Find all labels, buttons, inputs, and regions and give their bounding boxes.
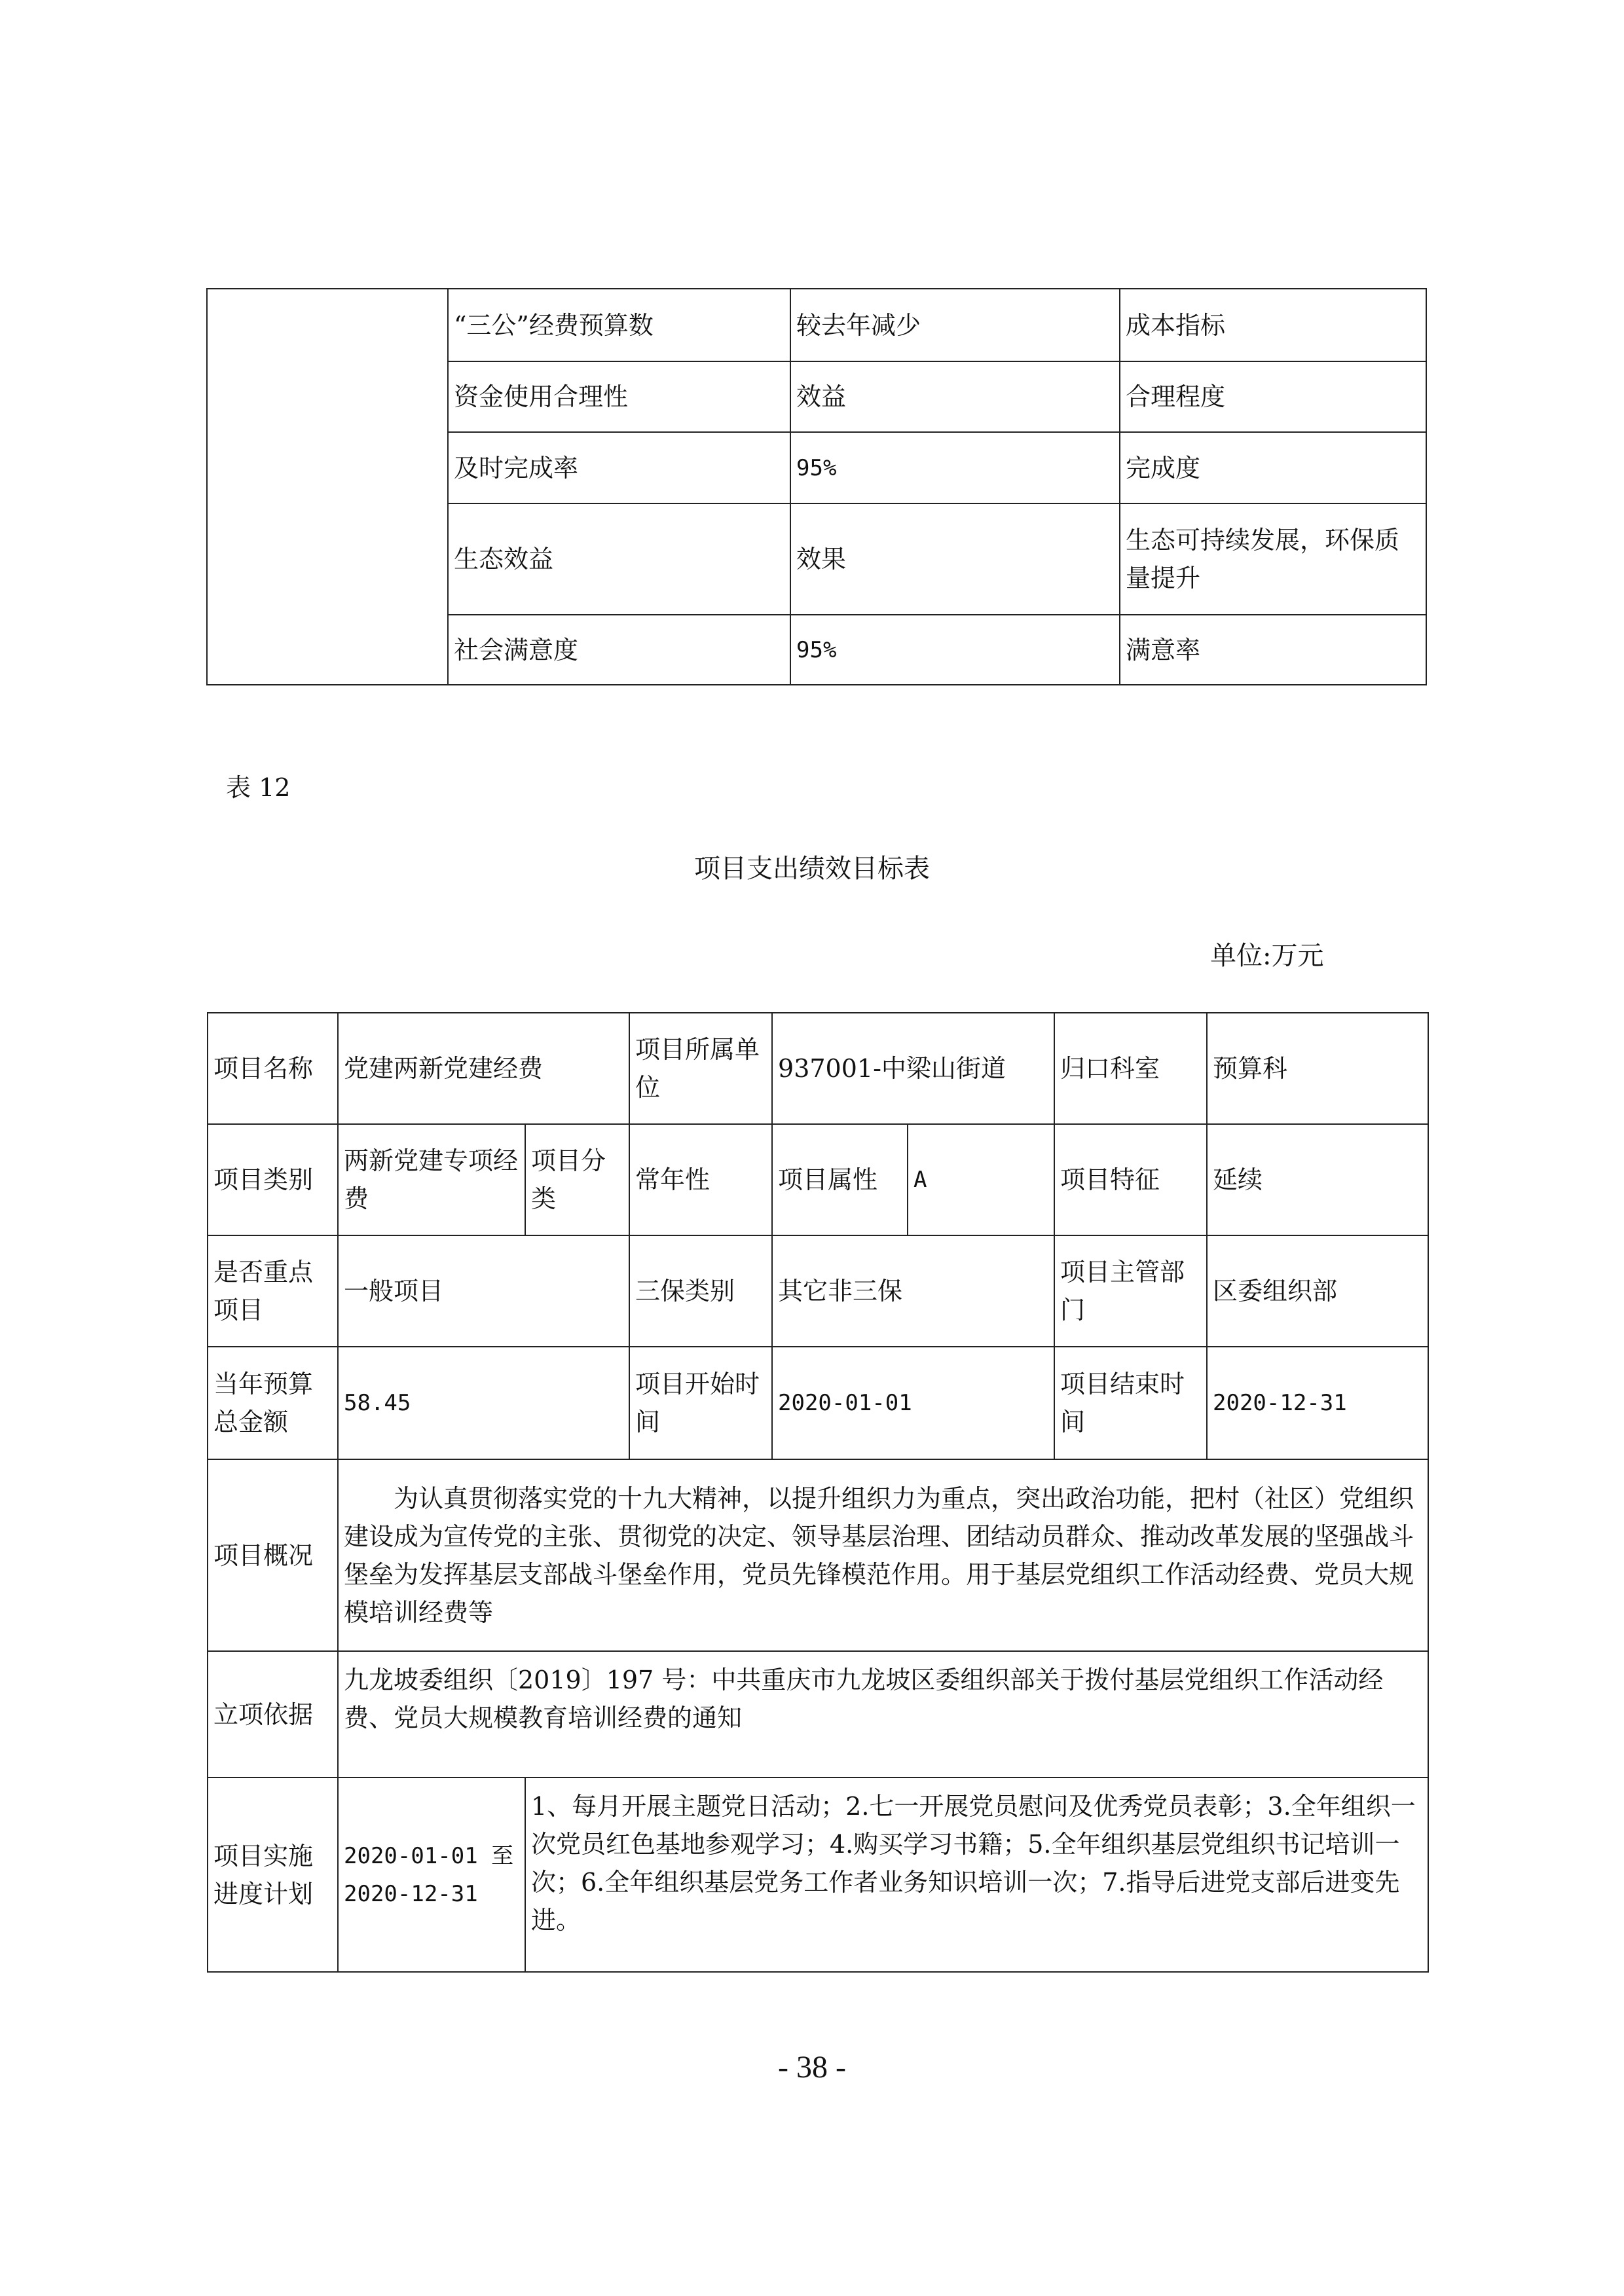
plan-value: 1、每月开展主题党日活动；2.七一开展党员慰问及优秀党员表彰；3.全年组织一次党员红色基地参观学习；4.购买学习书籍；5.全年组织基层党组织书记培训一次；6.全年组织基层党务工作者业务知识培训一次；7.指导后进党支部后进变先进。 [525,1777,1428,1972]
sanbao-label: 三保类别 [629,1235,772,1347]
basis-value: 九龙坡委组织〔2019〕197 号：中共重庆市九龙坡区委组织部关于拨付基层党组织工作活动经费、党员大规模教育培训经费的通知 [338,1651,1428,1777]
end-time-label: 项目结束时间 [1054,1347,1207,1459]
indicator-type: 成本指标 [1120,289,1426,361]
project-performance-table [207,1012,1429,1973]
project-name-label: 项目名称 [208,1013,338,1124]
project-unit-value: 937001-中梁山街道 [772,1013,1054,1124]
dept-label: 归口科室 [1054,1013,1207,1124]
indicator-value: 较去年减少 [790,289,1120,361]
sanbao-value: 其它非三保 [772,1235,1054,1347]
start-time-value: 2020-01-01 [772,1347,1054,1459]
page-title: 项目支出绩效目标表 [694,854,930,884]
indicator-type: 生态可持续发展，环保质量提升 [1120,503,1426,615]
key-project-label: 是否重点项目 [208,1235,338,1347]
indicator-type: 满意率 [1120,615,1426,685]
category-label: 项目类别 [208,1124,338,1235]
feature-label: 项目特征 [1054,1124,1207,1235]
dept-value: 预算科 [1207,1013,1428,1124]
indicator-value: 95% [790,432,1120,503]
indicator-name: 生态效益 [448,503,790,615]
budget-value: 58.45 [338,1347,629,1459]
project-unit-label: 项目所属单位 [629,1013,772,1124]
indicator-table-continued [206,288,1427,685]
unit-label: 单位:万元 [1210,941,1324,971]
manager-label: 项目主管部门 [1054,1235,1207,1347]
feature-value: 延续 [1207,1124,1428,1235]
overview-value: 为认真贯彻落实党的十九大精神，以提升组织力为重点，突出政治功能，把村（社区）党组织建设成为宣传党的主张、贯彻党的决定、领导基层治理、团结动员群众、推动改革发展的坚强战斗堡垒为发挥基层支部战斗堡垒作用，党员先锋模范作用。用于基层党组织工作活动经费、党员大规模培训经费等 [338,1459,1428,1651]
basis-label: 立项依据 [208,1651,338,1777]
subcategory-label: 项目分类 [525,1124,629,1235]
indicator-value: 95% [790,615,1120,685]
manager-value: 区委组织部 [1207,1235,1428,1347]
project-name-value: 党建两新党建经费 [338,1013,629,1124]
overview-label: 项目概况 [208,1459,338,1651]
merged-blank-cell [207,289,448,685]
key-project-value: 一般项目 [338,1235,629,1347]
indicator-name: 社会满意度 [448,615,790,685]
table-label: 表 12 [226,773,291,802]
page-number: - 38 - [778,2050,846,2085]
start-time-label: 项目开始时间 [629,1347,772,1459]
attribute-label: 项目属性 [772,1124,908,1235]
subcategory-value: 常年性 [629,1124,772,1235]
indicator-type: 合理程度 [1120,361,1426,432]
indicator-value: 效果 [790,503,1120,615]
plan-label: 项目实施进度计划 [208,1777,338,1972]
indicator-name: 及时完成率 [448,432,790,503]
indicator-name: “三公”经费预算数 [448,289,790,361]
indicator-value: 效益 [790,361,1120,432]
indicator-name: 资金使用合理性 [448,361,790,432]
category-value: 两新党建专项经费 [338,1124,525,1235]
end-time-value: 2020-12-31 [1207,1347,1428,1459]
attribute-value: A [908,1124,1054,1235]
indicator-type: 完成度 [1120,432,1426,503]
budget-label: 当年预算总金额 [208,1347,338,1459]
plan-period: 2020-01-01 至 2020-12-31 [338,1777,525,1972]
